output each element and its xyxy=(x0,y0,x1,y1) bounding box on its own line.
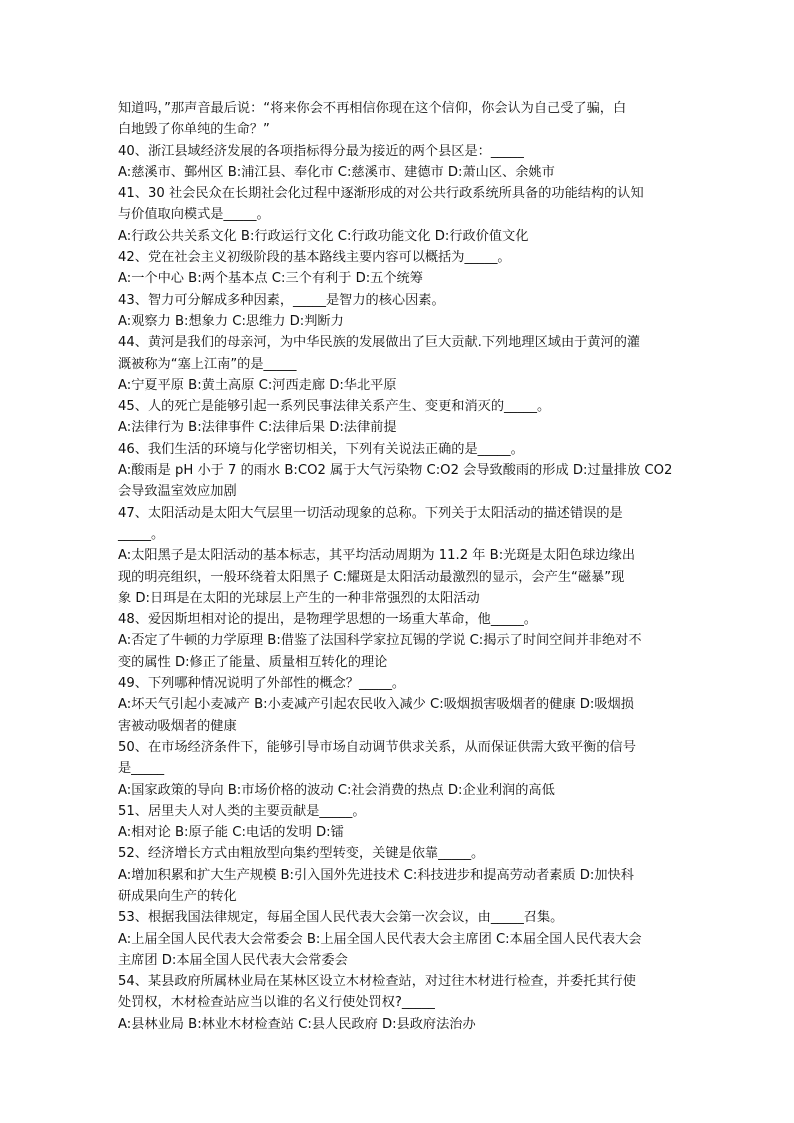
options-52: A:增加积累和扩大生产规模 B:引入国外先进技术 C:科技进步和提高劳动者素质 D:加快科 xyxy=(118,867,634,883)
options-52-cont: 研成果向生产的转化 xyxy=(118,888,237,904)
question-53: 53、根据我国法律规定，每届全国人民代表大会第一次会议，由_____召集。 xyxy=(118,910,564,926)
options-47: A:太阳黑子是太阳活动的基本标志，其平均活动周期为 11.2 年 B:光斑是太阳色球边缘出 xyxy=(118,548,636,564)
question-47-cont: _____。 xyxy=(118,526,165,542)
question-51: 51、居里夫人对人类的主要贡献是_____。 xyxy=(118,803,366,819)
options-46: A:酸雨是 pH 小于 7 的雨水 B:CO2 属于大气污染物 C:O2 会导致酸雨的形成 D:过量排放 CO2 xyxy=(118,463,673,479)
question-42: 42、党在社会主义初级阶段的基本路线主要内容可以概括为_____。 xyxy=(118,250,511,266)
options-48: A:否定了牛顿的力学原理 B:借鉴了法国科学家拉瓦锡的学说 C:揭示了时间空间并非绝对不 xyxy=(118,633,642,649)
document-page xyxy=(118,98,678,1035)
options-42: A:一个中心 B:两个基本点 C:三个有利于 D:五个统筹 xyxy=(118,271,423,287)
question-40: 40、浙江县域经济发展的各项指标得分最为接近的两个县区是：_____ xyxy=(118,143,524,159)
options-47-cont: 象 D:日珥是在太阳的光球层上产生的一种非常强烈的太阳活动 xyxy=(118,590,480,606)
options-53: A:上届全国人民代表大会常委会 B:上届全国人民代表大会主席团 C:本届全国人民代表大会 xyxy=(118,931,642,947)
options-47-cont: 现的明亮组织，一般环绕着太阳黑子 C:耀斑是太阳活动最激烈的显示，会产生“磁暴”现 xyxy=(118,569,625,585)
question-50-cont: 是_____ xyxy=(118,761,165,777)
options-54: A:县林业局 B:林业木材检查站 C:县人民政府 D:县政府法治办 xyxy=(118,1016,476,1032)
text-line: 白地毁了你单纯的生命？” xyxy=(118,122,270,138)
question-44: 44、黄河是我们的母亲河，为中华民族的发展做出了巨大贡献.下列地理区域由于黄河的灌 xyxy=(118,335,641,351)
question-54-cont: 处罚权，木材检查站应当以谁的名义行使处罚权?_____ xyxy=(118,995,435,1011)
options-49-cont: 害被动吸烟者的健康 xyxy=(118,718,237,734)
question-49: 49、下列哪种情况说明了外部性的概念？_____。 xyxy=(118,676,406,692)
question-48: 48、爱因斯坦相对论的提出，是物理学思想的一场重大革命，他_____。 xyxy=(118,612,537,628)
options-50: A:国家政策的导向 B:市场价格的波动 C:社会消费的热点 D:企业利润的高低 xyxy=(118,782,555,798)
question-44-cont: 溉被称为“塞上江南”的是_____ xyxy=(118,356,297,372)
options-49: A:坏天气引起小麦减产 B:小麦减产引起农民收入减少 C:吸烟损害吸烟者的健康 D:吸烟损 xyxy=(118,697,634,713)
question-47: 47、太阳活动是太阳大气层里一切活动现象的总称。下列关于太阳活动的描述错误的是 xyxy=(118,505,623,521)
options-51: A:相对论 B:原子能 C:电话的发明 D:镭 xyxy=(118,825,344,841)
question-41: 41、30 社会民众在长期社会化过程中逐渐形成的对公共行政系统所具备的功能结构的认知 xyxy=(118,186,644,202)
options-40: A:慈溪市、鄞州区 B:浦江县、奉化市 C:慈溪市、建德市 D:萧山区、余姚市 xyxy=(118,164,555,180)
question-45: 45、人的死亡是能够引起一系列民事法律关系产生、变更和消灭的_____。 xyxy=(118,399,551,415)
options-41: A:行政公共关系文化 B:行政运行文化 C:行政功能文化 D:行政价值文化 xyxy=(118,228,529,244)
question-43: 43、智力可分解成多种因素，_____是智力的核心因素。 xyxy=(118,292,445,308)
question-41-cont: 与价值取向模式是_____。 xyxy=(118,207,270,223)
question-52: 52、经济增长方式由粗放型向集约型转变，关键是依靠_____。 xyxy=(118,846,485,862)
options-48-cont: 变的属性 D:修正了能量、质量相互转化的理论 xyxy=(118,654,388,670)
options-43: A:观察力 B:想象力 C:思维力 D:判断力 xyxy=(118,313,344,329)
options-53-cont: 主席团 D:本届全国人民代表大会常委会 xyxy=(118,952,348,968)
question-50: 50、在市场经济条件下，能够引导市场自动调节供求关系，从而保证供需大致平衡的信号 xyxy=(118,739,636,755)
options-44: A:宁夏平原 B:黄土高原 C:河西走廊 D:华北平原 xyxy=(118,377,397,393)
question-46: 46、我们生活的环境与化学密切相关，下列有关说法正确的是_____。 xyxy=(118,441,524,457)
options-46-cont: 会导致温室效应加剧 xyxy=(118,484,237,500)
question-54: 54、某县政府所属林业局在某林区设立木材检查站，对过往木材进行检查，并委托其行使 xyxy=(118,974,636,990)
text-line: 知道吗，”那声音最后说：“将来你会不再相信你现在这个信仰，你会认为自己受了骗，白 xyxy=(118,101,627,116)
options-45: A:法律行为 B:法律事件 C:法律后果 D:法律前提 xyxy=(118,420,397,436)
